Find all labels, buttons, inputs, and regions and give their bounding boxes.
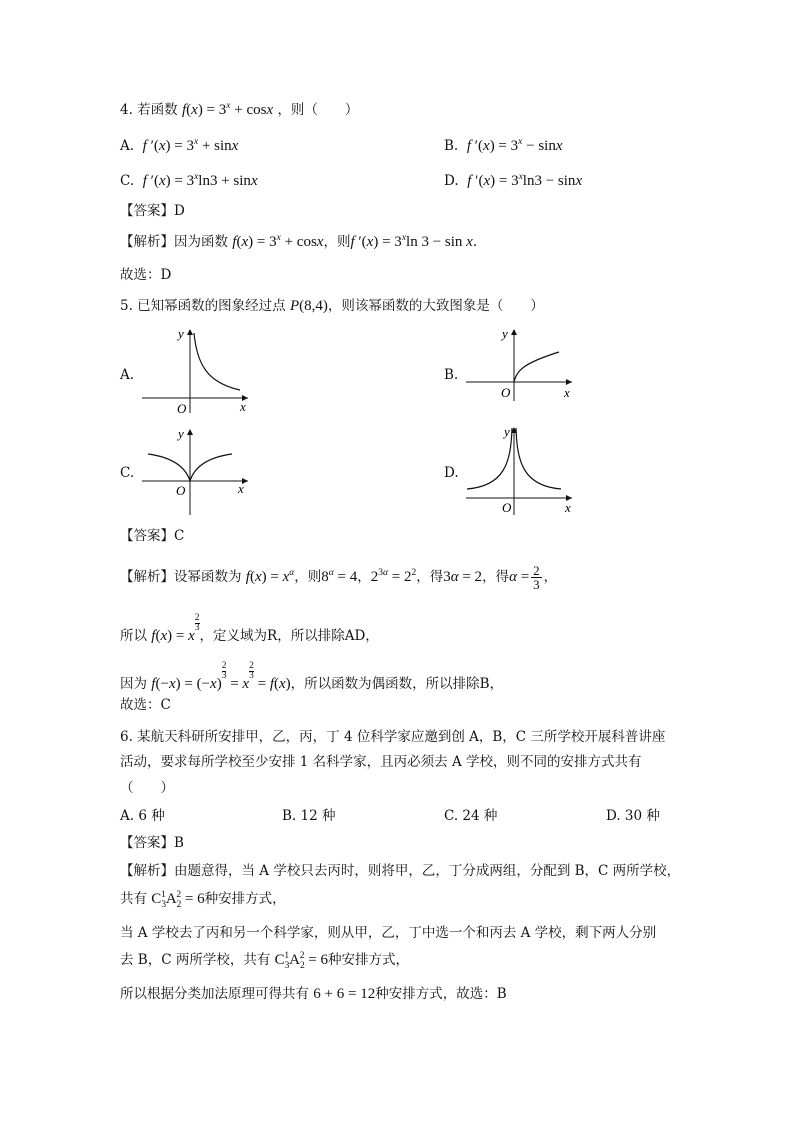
graph-d-label[interactable]: D.	[444, 465, 459, 481]
q6-stem-line1: 6. 某航天科研所安排甲，乙，丙，丁 4 位科学家应邀到创 A，B，C 三所学校开展科普讲座	[120, 729, 666, 745]
q4-analysis: 【解析】因为函数 $f(x) = 3^x + \cos x$，则f $'(x) = 3^x\ln$ 3 − sin x.	[120, 233, 478, 250]
q4-answer: 【答案】D	[120, 203, 185, 219]
q5-stem: 5. 已知幂函数的图象经过点 P(8,4)，则该幂函数的大致图象是（ ）	[120, 298, 544, 314]
graph-a-label[interactable]: A.	[120, 367, 135, 383]
svg-text:O: O	[177, 401, 187, 416]
q4-conclusion: 故选：D	[120, 267, 172, 283]
q4-stem	[120, 100, 358, 120]
q4-option-b[interactable]: B. f $'(x) = 3^x - \sin x$	[444, 137, 563, 154]
q4-stem-number: 4. 若函数	[120, 102, 178, 118]
q6-option-a[interactable]: A. 6 种	[120, 808, 165, 824]
q5-conclusion: 故选：C	[120, 697, 171, 713]
q6-stem-line3: （ ）	[120, 780, 174, 796]
q5-analysis-line3: 因为 f(−x) = (−x) $\frac{2}{3}$ = x $\frac{2}{3}$ = f(x)，所以函数为偶函数，所以排除B，	[120, 661, 504, 692]
q5-analysis-line2: 所以 f(x) = x $\frac{2}{3}$ ，定义域为R，所以排除AD，	[120, 613, 379, 644]
graph-c[interactable]	[140, 425, 255, 517]
q6-option-b[interactable]: B. 12 种	[282, 808, 336, 824]
q6-analysis-line4: 去 B，C 两所学校，共有 $C_3^1A_2^2 = 6$种安排方式，	[120, 951, 409, 971]
graph-b-label[interactable]: B.	[444, 367, 459, 383]
svg-text:y: y	[504, 424, 510, 439]
svg-text:y: y	[502, 326, 508, 341]
svg-text:y: y	[178, 426, 184, 441]
graph-b[interactable]	[464, 325, 579, 405]
q4-option-a[interactable]: A. f $'(x) = 3^x + \sin x$	[120, 137, 239, 154]
q6-analysis-line2: 共有 $C_3^1A_2^2 = 6$种安排方式，	[120, 890, 286, 910]
q6-option-c[interactable]: C. 24 种	[444, 808, 498, 824]
svg-text:O: O	[176, 483, 186, 498]
q4-stem-function: $f(x) = 3^x + \cos x$	[181, 101, 274, 118]
q6-analysis-line1: 【解析】由题意得，当 A 学校只去丙时，则将甲，乙，丁分成两组，分配到 B，C 两所学校，	[120, 863, 681, 879]
q6-answer: 【答案】B	[120, 835, 184, 851]
q4-stem-tail: ，则（ ）	[277, 102, 359, 118]
svg-text:O: O	[501, 385, 511, 400]
svg-text:x: x	[564, 385, 570, 400]
q4-option-c[interactable]: C. f $'(x) = 3^x\ln 3 + \sin x$	[120, 172, 258, 189]
svg-text:y: y	[178, 326, 184, 341]
q6-analysis-line3: 当 A 学校去了丙和另一个科学家，则从甲，乙，丁中选一个和丙去 A 学校，剩下两人分别	[120, 925, 657, 941]
q6-option-d[interactable]: D. 30 种	[606, 808, 660, 824]
graph-a[interactable]	[140, 325, 255, 415]
q5-analysis-line1: 【解析】设幂函数为 $f(x) = x^\alpha$，则$8^\alpha = 4$，$2^{3\alpha} = 2^2$，得3α = 2，得α = $\frac{2}{3}$ ，	[120, 563, 558, 592]
graph-c-label[interactable]: C.	[120, 465, 135, 481]
svg-text:x: x	[238, 481, 244, 496]
q5-alpha-fraction: $\frac{2}{3}$	[533, 563, 540, 592]
q6-analysis-line5: 所以根据分类加法原理可得共有 6 + 6 = 12种安排方式，故选：B	[120, 986, 507, 1002]
svg-text:x: x	[240, 399, 246, 414]
q4-option-d[interactable]: D. f $'(x) = 3^x\ln 3 - \sin x$	[444, 172, 583, 189]
graph-d[interactable]	[464, 423, 579, 515]
svg-text:x: x	[565, 500, 571, 515]
svg-text:O: O	[502, 500, 512, 515]
q5-answer: 【答案】C	[120, 528, 185, 544]
q6-stem-line2: 活动，要求每所学校至少安排 1 名科学家，且丙必须去 A 学校，则不同的安排方式共有	[120, 754, 642, 770]
